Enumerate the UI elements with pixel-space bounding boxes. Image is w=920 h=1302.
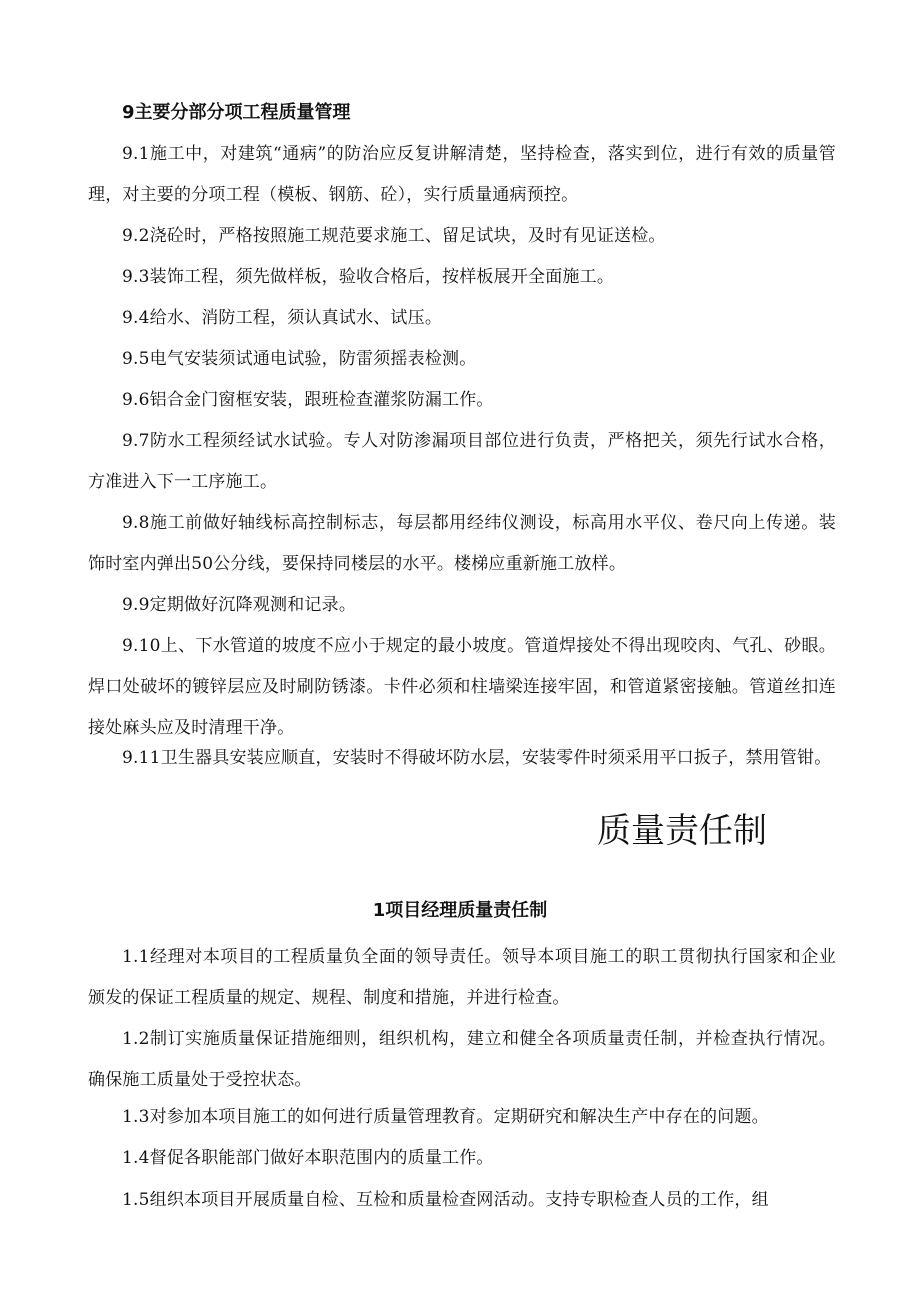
paragraph-9-3: 9.3装饰工程，须先做样板，验收合格后，按样板展开全面施工。 (122, 267, 615, 287)
paragraph-1-1: 1.1经理对本项目的工程质量负全面的领导责任。领导本项目施工的职工贯彻执行国家和企业颁发的保证工程质量的规定、规程、制度和措施，并进行检查。 (88, 947, 836, 1008)
paragraph-9-2: 9.2浇砼时，严格按照施工规范要求施工、留足试块，及时有见证送检。 (122, 226, 666, 246)
paragraph-9-10: 9.10上、下水管道的坡度不应小于规定的最小坡度。管道焊接处不得出现咬肉、气孔、砂眼。焊口处破坏的镀锌层应及时刷防锈漆。卡件必须和柱墙梁连接牢固，和管道紧密接触。管道丝扣连接处麻头应及时清理干净。 (88, 636, 836, 738)
paragraph-9-6: 9.6铝合金门窗框安装，跟班检查灌浆防漏工作。 (122, 390, 494, 410)
paragraph-1-3: 1.3对参加本项目施工的如何进行质量管理教育。定期研究和解决生产中存在的问题。 (122, 1107, 769, 1127)
section-9-heading: 9主要分部分项工程质量管理 (122, 102, 351, 123)
paragraph-1-2: 1.2制订实施质量保证措施细则，组织机构，建立和健全各项质量责任制，并检查执行情况。确保施工质量处于受控状态。 (88, 1029, 836, 1090)
section-1-heading: 1项目经理质量责任制 (372, 900, 548, 921)
paragraph-9-5: 9.5电气安装须试通电试验，防雷须摇表检测。 (122, 349, 477, 369)
paragraph-9-1: 9.1施工中，对建筑“通病”的防治应反复讲解清楚，坚持检查，落实到位，进行有效的质量管理，对主要的分项工程（模板、钢筋、砼），实行质量通病预控。 (88, 144, 836, 205)
paragraph-9-4: 9.4给水、消防工程，须认真试水、试压。 (122, 308, 443, 328)
paragraph-1-5: 1.5组织本项目开展质量自检、互检和质量检查网活动。支持专职检查人员的工作，组 (122, 1190, 769, 1210)
document-title: 质量责任制 (597, 811, 767, 851)
paragraph-9-9: 9.9定期做好沉降观测和记录。 (122, 595, 357, 615)
paragraph-1-4: 1.4督促各职能部门做好本职范围内的质量工作。 (122, 1148, 494, 1168)
paragraph-9-11: 9.11卫生器具安装应顺直，安装时不得破坏防水层，安装零件时须采用平口扳子，禁用管钳。 (122, 748, 832, 768)
paragraph-9-8: 9.8施工前做好轴线标高控制标志，每层都用经纬仪测设，标高用水平仪、卷尺向上传递。装饰时室内弹出50公分线，要保持同楼层的水平。楼梯应重新施工放样。 (88, 513, 836, 574)
paragraph-9-7: 9.7防水工程须经试水试验。专人对防渗漏项目部位进行负责，严格把关，须先行试水合格，方准进入下一工序施工。 (88, 431, 836, 492)
